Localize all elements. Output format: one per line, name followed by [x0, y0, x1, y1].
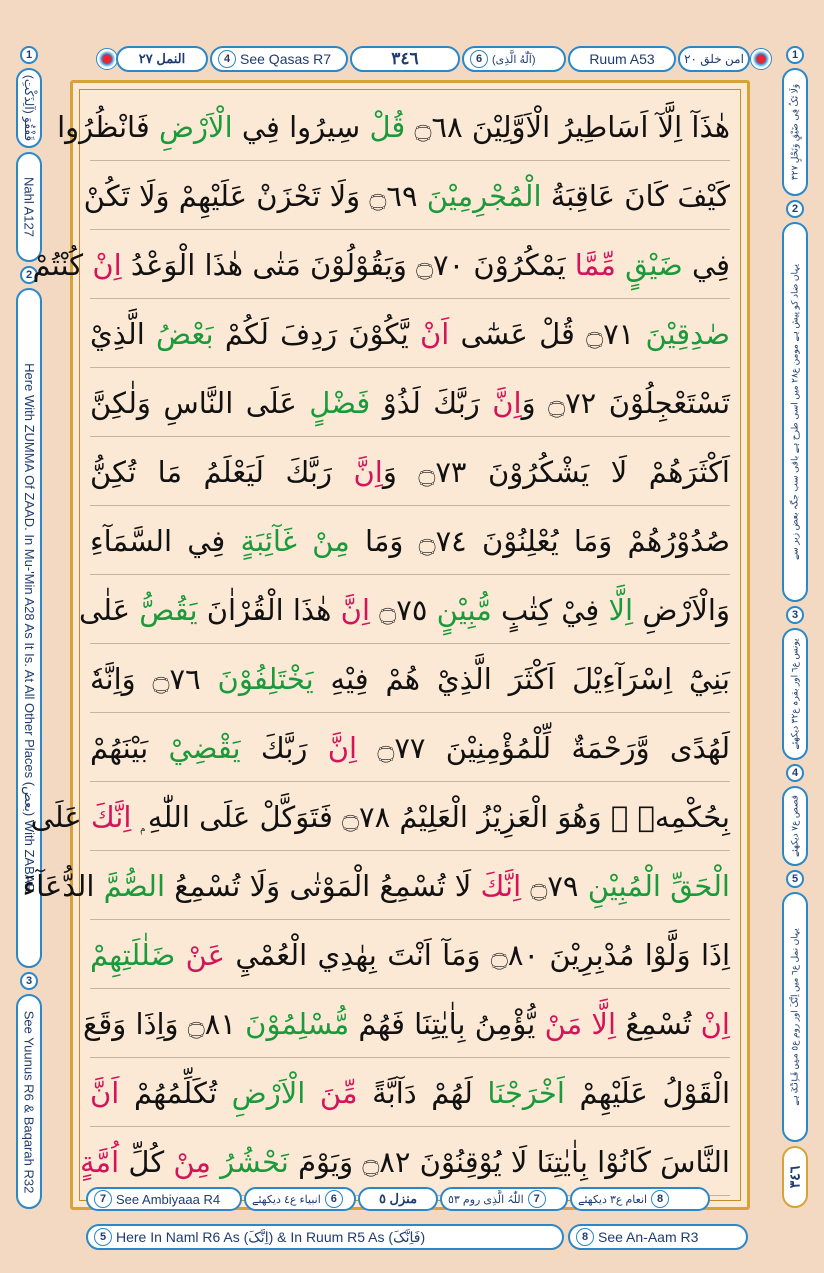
ayah-text: فَضْلٍ: [296, 386, 371, 420]
note-text: Here With ZUMMA Of ZAAD. In Mu-'Min A28 As It Is. At All Other Places (بعض) With ZABAR: [22, 363, 37, 893]
ayah-text: عَلٰى: [78, 593, 131, 627]
note-text: (آلِذَکْتِ) قَفْقُوَ: [22, 74, 36, 142]
ayah-line: [32, 232, 730, 299]
ref-ruum-urdu: [440, 1187, 568, 1211]
note-text: یونس ع٦ اور بقرہ ع٣٢ دیکھئے: [789, 638, 800, 750]
ayah-text: اِلَّا مَنْ: [535, 1007, 617, 1041]
ref-number: 6: [470, 50, 488, 68]
ayah-text: ۝٧٥: [370, 593, 437, 627]
surah-label: النمل ٢٧: [138, 51, 186, 66]
ayah-text: اِلَّا: [599, 593, 634, 627]
page-header: [44, 40, 774, 76]
ayah-text: عَنْ: [175, 938, 225, 972]
ref-label: انبیاء ع٤ دیکھئے: [252, 1193, 321, 1206]
ayah-text: اَنَّ: [90, 1076, 120, 1110]
note-number: 1: [786, 46, 804, 64]
ayah-text: كُلِّ: [119, 1145, 165, 1179]
ayah-text: يَّكُوْنَ رَدِفَ لَكُمْ: [213, 317, 409, 351]
ayah-line: [83, 163, 730, 230]
ayah-text: الْمُجْرِمِيْنَ: [426, 179, 542, 213]
ayah-text: اَخْرَجْنَا: [472, 1076, 565, 1110]
ayah-text: اِنْ: [691, 1007, 730, 1041]
ayah-text: نَحْشُرُ: [210, 1145, 289, 1179]
ayah-text: الْاَرْضِ: [217, 1076, 306, 1110]
ref-label: Ruum A53: [589, 51, 655, 67]
ref-number: 4: [218, 50, 236, 68]
note-number: 1: [20, 46, 38, 64]
ref-label: انعام ع٣ دیکھئے: [578, 1193, 648, 1206]
note-text: Nahl A127: [21, 177, 37, 237]
ayah-line: [57, 94, 730, 161]
side-page-number: [782, 1146, 808, 1208]
ayah-line: [90, 646, 730, 713]
ayah-line: [90, 922, 730, 989]
ref-ambiyaa-urdu: [244, 1187, 356, 1211]
ayah-text: بِحُكْمِهٖ ۚ وَهُوَ الْعَزِيْزُ الْعَلِيْمُ ۝٧٨ فَتَوَكَّلْ عَلَى اللّٰهِ ۭ: [131, 800, 730, 834]
ref-anaam: [568, 1224, 748, 1250]
ref-naml-ruum: [86, 1224, 564, 1250]
ayah-text: النَّاسَ كَانُوْا بِاٰيٰتِنَا لَا يُوْقِنُوْنَ ۝٨٢ وَيَوْمَ: [288, 1145, 730, 1179]
ayah-line: [78, 577, 730, 644]
ayah-text: سِيرُوا فِي: [232, 110, 361, 144]
ayah-text: رَبَّكَ: [240, 731, 308, 765]
ref-label: See Qasas R7: [240, 51, 332, 67]
ayah-text: يَقْضِيْ: [148, 731, 241, 765]
ayah-text: اُمَّةٍ: [80, 1145, 120, 1179]
note-pill: [782, 786, 808, 866]
ayah-text: فِيْ كِتٰبٍ: [491, 593, 600, 627]
ayah-line: [90, 370, 730, 437]
page-number-label: ٣٤٦: [391, 49, 419, 68]
ref-ruum: [568, 46, 676, 72]
ayah-text: رَبَّكَ لَيَعْلَمُ مَا تُكِنُّ: [90, 455, 332, 489]
ayah-text: اِنَّ: [479, 386, 522, 420]
ref-label: (آلّٰهُ الَّذِی): [492, 53, 536, 66]
ayah-text: ۝٦٩ وَلَا تَحْزَنْ عَلَيْهِمْ وَلَا تَكُنْ: [83, 179, 427, 213]
note-pill: [782, 892, 808, 1142]
ayah-text: اِنَّكَ: [81, 800, 132, 834]
ayah-text: ضَلٰلَتِهِمْ: [90, 938, 176, 972]
ref-number: 8: [651, 1190, 669, 1208]
ayah-text: مِنْ غَآئِبَةٍ: [225, 524, 350, 558]
ayah-text: ۝٧٦ وَاِنَّهٗ: [90, 662, 218, 696]
ref-number: 6: [325, 1190, 343, 1208]
right-margin-notes: [782, 40, 808, 1213]
ayah-text: الْاَرْضِ: [149, 110, 233, 144]
ayah-text: بَيْنَهُمْ: [90, 731, 149, 765]
ayah-text: عَلَى: [30, 800, 82, 834]
ayah-text: فِي السَّمَآءِ: [90, 524, 226, 558]
note-number: 3: [20, 972, 38, 990]
note-text: یہاں ضاد کو پیش ہے مومن ع٢٨ میں اسی طرح ہے باقی سب جگہ بعض زبر سے: [789, 263, 800, 561]
ayah-text: ۝٧١ قُلْ عَسٰٓى: [449, 317, 635, 351]
ayah-text: قُلْ: [360, 110, 406, 144]
ayah-text: فَانْظُرُوا: [57, 110, 150, 144]
ayah-text: اِذَا وَلَّوْا مُدْبِرِيْنَ ۝٨٠ وَمَآ اَنْتَ بِهٰدِي الْعُمْيِ: [224, 938, 730, 972]
note-number: 2: [786, 200, 804, 218]
ayah-text: ۝٨١ وَاِذَا وَقَعَ: [83, 1007, 246, 1041]
ornament-icon: [96, 48, 118, 70]
note-number: 3: [786, 606, 804, 624]
ayah-text: يُّؤْمِنُ بِاٰيٰتِنَا فَهُمْ: [349, 1007, 536, 1041]
ayah-line: [90, 1060, 730, 1127]
ref-allah: [462, 46, 566, 72]
ayah-text: يَخْتَلِفُوْنَ: [217, 662, 314, 696]
ref-label: اللّٰہُ الَّذِی روم ٥٣: [448, 1193, 524, 1206]
note-pill: [16, 994, 42, 1209]
ornament-icon: [750, 48, 772, 70]
page-number: [350, 46, 460, 72]
juz-name: [678, 46, 750, 72]
ayah-text: اِنَّ: [331, 593, 371, 627]
ref-label: See An-Aam R3: [598, 1229, 699, 1245]
ayah-text: مِنْ: [164, 1145, 211, 1179]
juz-label: امن خلق ٢٠: [684, 52, 744, 66]
ayah-text: تُكَلِّمُهُمْ: [119, 1076, 218, 1110]
ayah-text: الدُّعَآءَ: [22, 869, 95, 903]
ayah-text: اِنَّ: [307, 731, 358, 765]
ayah-text: مُّبِيْنٍ: [436, 593, 492, 627]
ayah-text: هٰذَا الْقُرْاٰنَ: [197, 593, 332, 627]
manzil: [358, 1187, 438, 1211]
ayah-text: فِي: [682, 248, 730, 282]
note-pill: [16, 68, 42, 148]
ayah-text: عَلَى النَّاسِ وَلٰكِنَّ: [90, 386, 297, 420]
ayah-text: مِّنَ: [305, 1076, 358, 1110]
ayah-text: لَهُمْ دَآبَّةً: [357, 1076, 473, 1110]
ayah-text: تُسْمِعُ: [616, 1007, 692, 1041]
ayah-text: اِنَّكَ: [471, 869, 522, 903]
ayah-text: تَسْتَعْجِلُوْنَ ۝٧٢ وَ: [521, 386, 731, 420]
ayah-text: اِنْ: [83, 248, 122, 282]
ref-number: 7: [94, 1190, 112, 1208]
note-text: یہاں نمل ع٦ میں اِنَّکَ اور روم ع٥ میں فَاِنَّکَ ہے: [789, 928, 800, 1106]
ayah-text: بَعْضُ: [144, 317, 214, 351]
ref-ambiyaa: [86, 1187, 242, 1211]
note-number: 5: [786, 870, 804, 888]
ref-number: 5: [94, 1228, 112, 1246]
note-number: 2: [20, 266, 38, 284]
ayah-text: يَمْكُرُوْنَ ۝٧٠ وَيَقُوْلُوْنَ مَتٰى هٰذَا الْوَعْدُ: [121, 248, 566, 282]
ayah-text: صُدُوْرُهُمْ وَمَا يُعْلِنُوْنَ ۝٧٤ وَمَا: [349, 524, 730, 558]
ayah-text: اَنْ: [408, 317, 450, 351]
ref-anaam-urdu: [570, 1187, 710, 1211]
ref-label: Here In Naml R6 As (اِنَّکَ) & In Ruum R5 As (فَاِنَّکَ): [116, 1228, 426, 1245]
ayah-text: ۝٧٩: [521, 869, 579, 903]
ayah-text: اِنَّ: [332, 455, 383, 489]
ayah-line: [83, 991, 730, 1058]
ayah-text: وَالْاَرْضِ: [633, 593, 730, 627]
ayah-text: لَهُدًى وَّرَحْمَةٌ لِّلْمُؤْمِنِيْنَ ۝٧٧: [357, 731, 731, 765]
ayah-line: [90, 439, 730, 506]
ayah-line: [90, 301, 730, 368]
ref-number: 7: [528, 1190, 546, 1208]
page-number-label: ٣٤٦: [786, 1165, 803, 1189]
ref-label: See Ambiyaaa R4: [116, 1191, 221, 1207]
note-pill: [782, 68, 808, 196]
note-pill: [782, 628, 808, 760]
ayah-text: الْحَقِّ الْمُبِيْنِ: [578, 869, 730, 903]
note-text: وَلَا تَکُ فِی ضَیْقٍ وَنَحْلٍ ٣٢٧: [789, 83, 800, 181]
ayah-text: رَبَّكَ لَذُوْ: [370, 386, 480, 420]
note-text: قصص ع٧ دیکھئے: [789, 795, 800, 857]
note-text: See Yuunus R6 & Baqarah R32: [21, 1010, 37, 1193]
ayah-line: [80, 1129, 730, 1196]
ayah-text: كُنْتُمْ: [32, 248, 84, 282]
manzil-label: منزل ٥: [378, 1191, 418, 1206]
ayah-line: [90, 715, 730, 782]
ayah-text: مُّسْلِمُوْنَ: [245, 1007, 350, 1041]
note-pill: [782, 222, 808, 602]
ayah-text: بَنِيْٓ اِسْرَآءِيْلَ اَكْثَرَ الَّذِيْ هُمْ فِيْهِ: [313, 662, 730, 696]
ayah-line: [90, 508, 730, 575]
ayah-text: كَيْفَ كَانَ عَاقِبَةُ: [541, 179, 730, 213]
ayah-text: لَا تُسْمِعُ الْمَوْتٰى وَلَا تُسْمِعُ: [165, 869, 472, 903]
ayah-text: الْقَوْلُ عَلَيْهِمْ: [564, 1076, 731, 1110]
ref-qasas: [210, 46, 348, 72]
ayah-line: [30, 784, 730, 851]
ayah-text: ضَيْقٍ: [615, 248, 683, 282]
ayah-text: صٰدِقِيْنَ: [634, 317, 731, 351]
ayah-text: الَّذِيْ: [90, 317, 145, 351]
ayah-line: [22, 853, 730, 920]
left-margin-notes: [16, 40, 42, 1213]
ayah-text: مِّمَّا: [565, 248, 616, 282]
note-number: 4: [786, 764, 804, 782]
surah-name: [116, 46, 208, 72]
ayah-text: الصُّمَّ: [94, 869, 165, 903]
ref-number: 8: [576, 1228, 594, 1246]
ayah-text: يَقُصُّ: [130, 593, 198, 627]
ayah-text: اَكْثَرَهُمْ لَا يَشْكُرُوْنَ ۝٧٣ وَ: [382, 455, 730, 489]
ayah-text: هٰذَآ اِلَّآ اَسَاطِيرُ الْاَوَّلِيْنَ ۝٦٨: [405, 110, 730, 144]
